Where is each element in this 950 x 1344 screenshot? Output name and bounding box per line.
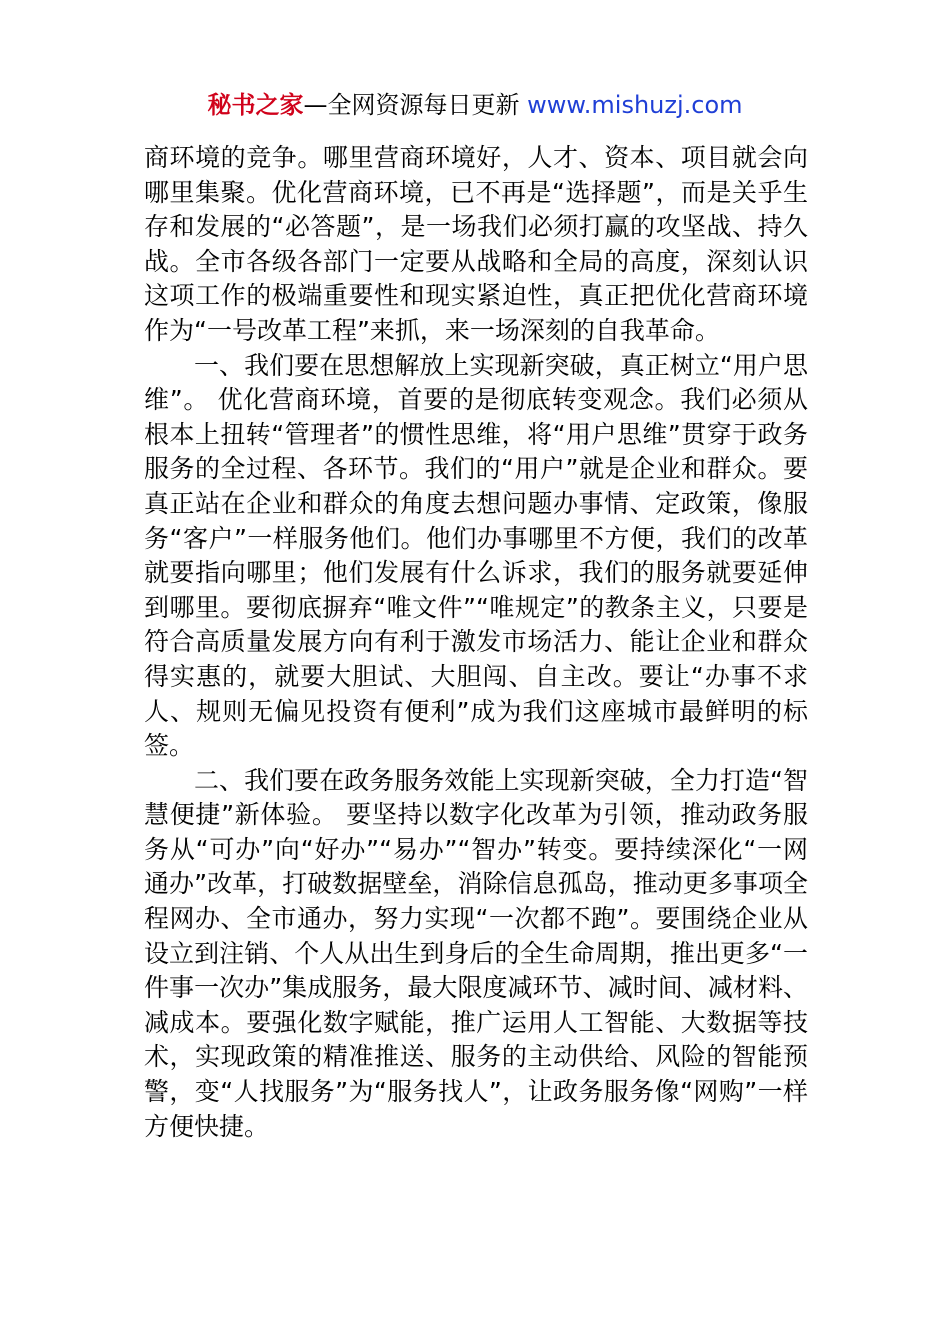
document-body: [144, 141, 808, 1144]
paragraph-continuation: 商环境的竞争。哪里营商环境好，人才、资本、项目就会向哪里集聚。优化营商环境，已不再是“选择题”，而是关乎生存和发展的“必答题”，是一场我们必须打赢的攻坚战、持久战。全市各级各部门一定要从战略和全局的高度，深刻认识这项工作的极端重要性和现实紧迫性，真正把优化营商环境作为“一号改革工程”来抓，来一场深刻的自我革命。: [144, 143, 808, 345]
header-site-link[interactable]: www.mishuzj.com: [527, 91, 743, 119]
header-brand: 秘书之家: [207, 91, 304, 119]
paragraph-section-two: 二、我们要在政务服务效能上实现新突破，全力打造“智慧便捷”新体验。 要坚持以数字化改革为引领，推动政务服务从“可办”向“好办”“易办”“智办”转变。要持续深化“一网通办”改革，打破数据壁垒，消除信息孤岛，推动更多事项全程网办、全市通办，努力实现“一次都不跑”。要围绕企业从设立到注销、个人从出生到身后的全生命周期，推出更多“一件事一次办”集成服务，最大限度减环节、减时间、减材料、减成本。要强化数字赋能，推广运用人工智能、大数据等技术，实现政策的精准推送、服务的主动供给、风险的智能预警，变“人找服务”为“服务找人”，让政务服务像“网购”一样方便快捷。: [144, 765, 808, 1141]
page-header: [0, 88, 950, 122]
paragraph-section-one: 一、我们要在思想解放上实现新突破，真正树立“用户思维”。 优化营商环境，首要的是彻底转变观念。我们必须从根本上扭转“管理者”的惯性思维，将“用户思维”贯穿于政务服务的全过程、各环节。我们的“用户”就是企业和群众。要真正站在企业和群众的角度去想问题办事情、定政策，像服务“客户”一样服务他们。他们办事哪里不方便，我们的改革就要指向哪里；他们发展有什么诉求，我们的服务就要延伸到哪里。要彻底摒弃“唯文件”“唯规定”的教条主义，只要是符合高质量发展方向有利于激发市场活力、能让企业和群众得实惠的，就要大胆试、大胆闯、自主改。要让“办事不求人、规则无偏见投资有便利”成为我们这座城市最鲜明的标签。: [144, 350, 808, 761]
header-tagline: —全网资源每日更新: [303, 91, 528, 119]
